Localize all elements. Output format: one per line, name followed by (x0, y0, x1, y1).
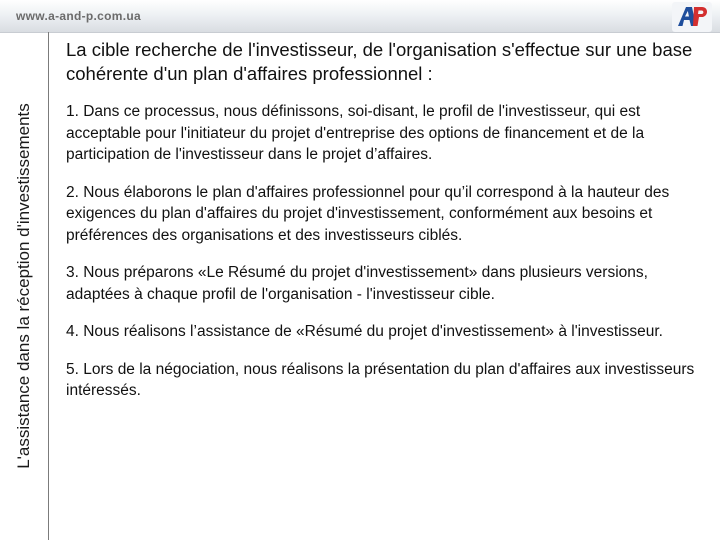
side-title-panel (0, 32, 48, 540)
step-2: 2. Nous élaborons le plan d'affaires professionnel pour qu’il correspond à la hauteur des exigences du plan d'affaires du projet d'investissement, conformément aux besoins et préférences des organisations et des investisseurs ciblés. (66, 183, 670, 244)
step-4: 4. Nous réalisons l’assistance de «Résumé du projet d'investissement» à l'investisseur. (66, 323, 663, 340)
intro-paragraph: La cible recherche de l'investisseur, de l'organisation s'effectue sur une base cohérente d'un plan d'affaires professionnel : (66, 39, 693, 84)
step-3: 3. Nous préparons «Le Résumé du projet d'investissement» dans plusieurs versions, adaptées à chaque profil de l'organisation - l'investisseur cible. (66, 264, 648, 303)
slide-content (66, 38, 698, 418)
site-url[interactable]: www.a-and-p.com.ua (16, 9, 141, 23)
divider-line (48, 32, 49, 540)
step-5: 5. Lors de la négociation, nous réalisons la présentation du plan d'affaires aux investisseurs intéressés. (66, 360, 695, 399)
a-and-p-logo-icon[interactable] (672, 2, 712, 32)
header-bar (0, 0, 720, 33)
side-title: L'assistance dans la réception d'investissements (14, 103, 33, 469)
step-1: 1. Dans ce processus, nous définissons, soi-disant, le profil de l'investisseur, qui est acceptable pour l'initiateur du projet d'entreprise des options de financement et de la participation de l'investisseur dans le projet d’affaires. (66, 103, 645, 163)
